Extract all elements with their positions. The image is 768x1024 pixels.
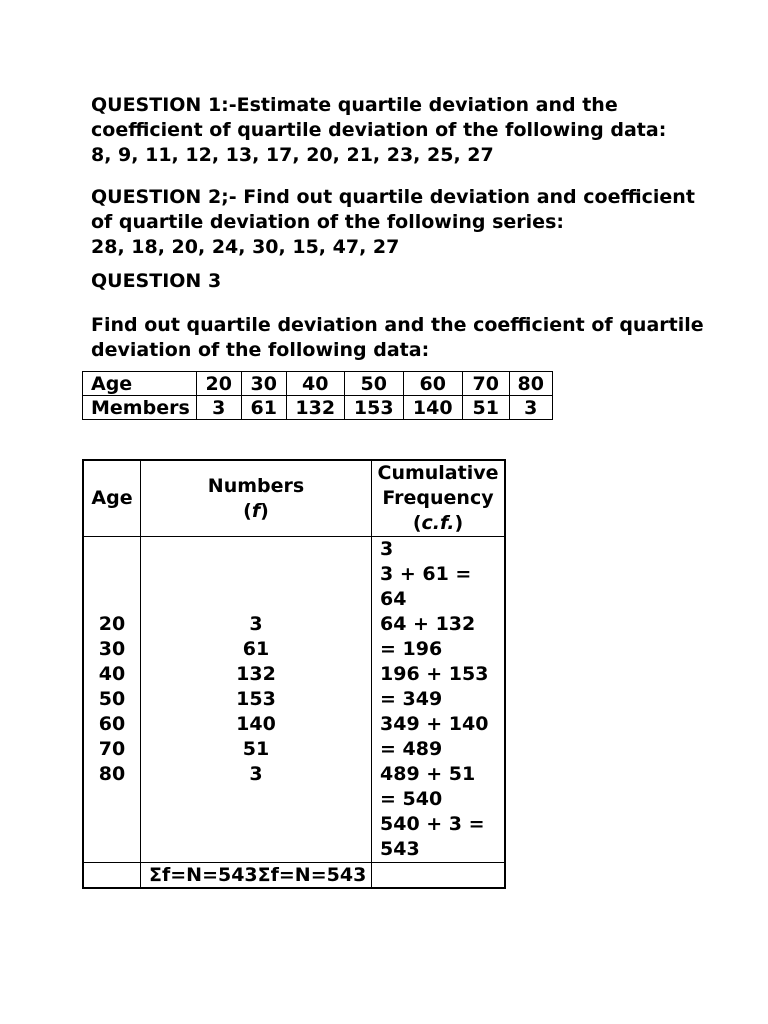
age-value: 40 xyxy=(98,663,126,685)
question-3-line: Find out quartile deviation and the coefficient of quartile xyxy=(91,314,704,336)
header-cf-line xyxy=(372,511,504,536)
total-frequency: Σf=N=543Σf=N=543 xyxy=(141,863,372,889)
numbers-list xyxy=(141,612,371,787)
age-column xyxy=(83,537,141,863)
number-value: 3 xyxy=(249,613,263,635)
age-list xyxy=(84,612,140,787)
cf-line: 64 xyxy=(380,588,407,610)
age-value: 70 xyxy=(98,738,126,760)
age-cell: 60 xyxy=(403,372,462,396)
age-value: 30 xyxy=(98,638,126,660)
age-cell: 70 xyxy=(462,372,509,396)
cf-line: 543 xyxy=(380,838,420,860)
number-value: 3 xyxy=(249,763,263,785)
total-empty-cell xyxy=(372,863,506,889)
cf-line: 64 + 132 xyxy=(380,613,476,635)
header-numbers-line: Numbers xyxy=(207,474,305,497)
question-3-title-text: QUESTION 3 xyxy=(91,270,222,292)
members-cell: 3 xyxy=(196,396,241,420)
cf-symbol: c.f. xyxy=(421,512,455,534)
header-cf-line: Cumulative xyxy=(377,462,499,484)
table-header-row xyxy=(83,460,505,537)
members-cell: 3 xyxy=(509,396,552,420)
cf-line: = 540 xyxy=(380,788,443,810)
cf-line: 349 + 140 xyxy=(380,713,489,735)
question-3-line: deviation of the following data: xyxy=(91,339,430,361)
cf-line: 196 + 153 xyxy=(380,663,489,685)
cf-line: 540 + 3 = xyxy=(380,813,485,835)
numbers-column xyxy=(141,537,372,863)
question-2 xyxy=(91,185,731,260)
age-cell: 30 xyxy=(241,372,286,396)
question-2-line: QUESTION 2;- Find out quartile deviation and coefficient xyxy=(91,186,695,208)
cf-line: 3 + 61 = xyxy=(380,563,472,585)
paren-close: ) xyxy=(260,499,269,522)
number-value: 140 xyxy=(236,713,276,735)
paren-close: ) xyxy=(454,512,464,534)
question-3-title xyxy=(91,269,731,294)
age-cell: 50 xyxy=(344,372,403,396)
question-2-line: of quartile deviation of the following series: xyxy=(91,211,564,233)
question-1-line: QUESTION 1:-Estimate quartile deviation and the xyxy=(91,94,618,116)
question-2-line: 28, 18, 20, 24, 30, 15, 47, 27 xyxy=(91,236,400,258)
cf-line: 3 xyxy=(380,538,394,560)
age-cell: 80 xyxy=(509,372,552,396)
number-value: 153 xyxy=(236,688,276,710)
question-3 xyxy=(91,313,731,363)
age-value: 60 xyxy=(98,713,126,735)
table-total-row xyxy=(83,863,505,889)
cumulative-frequency-column xyxy=(372,537,506,863)
age-cell: 40 xyxy=(286,372,344,396)
table-row xyxy=(83,537,505,863)
row-label-age: Age xyxy=(83,372,197,396)
age-members-table xyxy=(82,371,553,420)
cf-line: = 489 xyxy=(380,738,443,760)
members-cell: 61 xyxy=(241,396,286,420)
header-cf-line: Frequency xyxy=(382,487,494,509)
members-cell: 132 xyxy=(286,396,344,420)
total-empty-cell xyxy=(83,863,141,889)
members-cell: 51 xyxy=(462,396,509,420)
cf-line: = 349 xyxy=(380,688,443,710)
number-value: 61 xyxy=(242,638,270,660)
cumulative-frequency-table xyxy=(82,459,506,889)
members-cell: 153 xyxy=(344,396,403,420)
frequency-symbol: f xyxy=(251,499,261,522)
row-label-members: Members xyxy=(83,396,197,420)
cf-list xyxy=(380,537,504,862)
table-row xyxy=(83,396,553,420)
header-age: Age xyxy=(83,460,141,537)
paren-open: ( xyxy=(412,512,422,534)
cf-line: = 196 xyxy=(380,638,443,660)
age-value: 80 xyxy=(98,763,126,785)
number-value: 132 xyxy=(236,663,276,685)
header-cumulative-frequency xyxy=(372,460,506,537)
question-1-line: coefficient of quartile deviation of the following data: xyxy=(91,119,667,141)
age-value: 20 xyxy=(98,613,126,635)
question-1-line: 8, 9, 11, 12, 13, 17, 20, 21, 23, 25, 27 xyxy=(91,144,494,166)
number-value: 51 xyxy=(242,738,270,760)
age-cell: 20 xyxy=(196,372,241,396)
paren-open: ( xyxy=(243,499,252,522)
members-cell: 140 xyxy=(403,396,462,420)
age-value: 50 xyxy=(98,688,126,710)
header-numbers-line xyxy=(141,499,371,524)
header-numbers xyxy=(141,460,372,537)
question-1 xyxy=(91,93,731,168)
cf-line: 489 + 51 xyxy=(380,763,476,785)
table-row xyxy=(83,372,553,396)
